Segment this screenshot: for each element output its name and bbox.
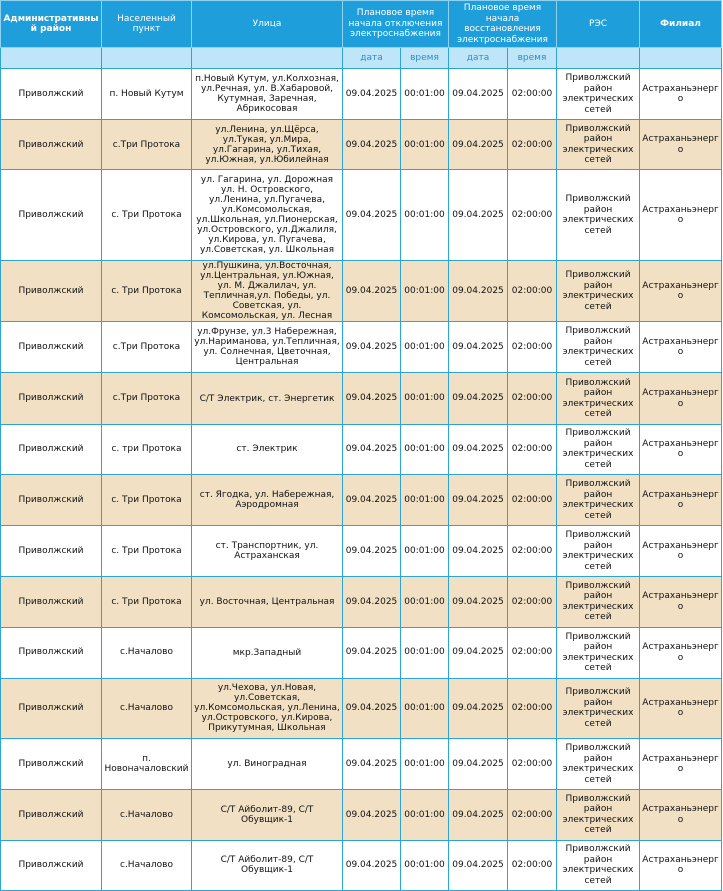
header-branch: Филиал — [640, 1, 722, 48]
cell-street: ул. Гагарина, ул. Дорожная ул. Н. Островского, ул.Ленина, ул.Пугачева, ул.Комсомольская, ул.Школьная, ул.Пионерская, ул.Островского, ул.Джалиля, ул.Кирова, ул. Пугачева, ул.Советская, ул. Школьная — [192, 170, 343, 260]
cell-district: Приволжский — [1, 526, 102, 577]
cell-off-time: 00:01:00 — [401, 526, 449, 577]
header-res: РЭС — [557, 1, 640, 48]
cell-district: Приволжский — [1, 577, 102, 627]
cell-on-date: 09.04.2025 — [449, 260, 508, 321]
cell-off-date: 09.04.2025 — [343, 260, 401, 321]
cell-street: ул. Виноградная — [192, 739, 343, 790]
header-off-time: Плановое время начала отключения электроснабжения — [343, 1, 449, 48]
table-row — [1, 526, 722, 577]
cell-locality: п. Новоначаловский — [102, 739, 192, 790]
table-row — [1, 577, 722, 627]
cell-branch: Астраханьэнерго — [640, 120, 722, 170]
cell-locality: с. три Протока — [102, 424, 192, 474]
cell-locality: с. Три Протока — [102, 260, 192, 321]
table-row — [1, 840, 722, 890]
cell-off-time: 00:01:00 — [401, 424, 449, 474]
cell-res: Приволжский район электрических сетей — [557, 840, 640, 890]
subheader-on-time: время — [508, 48, 557, 69]
table-row — [1, 678, 722, 738]
cell-street: С/Т Айболит-89, С/Т Обувщик-1 — [192, 840, 343, 890]
cell-off-time: 00:01:00 — [401, 170, 449, 260]
cell-on-time: 02:00:00 — [508, 424, 557, 474]
cell-street: мкр.Западный — [192, 627, 343, 678]
subheader-off-date: дата — [343, 48, 401, 69]
cell-district: Приволжский — [1, 840, 102, 890]
table-row — [1, 322, 722, 373]
cell-district: Приволжский — [1, 170, 102, 260]
cell-on-time: 02:00:00 — [508, 322, 557, 373]
cell-district: Приволжский — [1, 739, 102, 790]
header-on-time: Плановое время начала восстановления электроснабжения — [449, 1, 557, 48]
cell-on-time: 02:00:00 — [508, 678, 557, 738]
cell-street: п.Новый Кутум, ул.Колхозная, ул.Речная, ул. В.Хабаровой, Кутумная, Заречная, Абрикосовая — [192, 69, 343, 120]
cell-res: Приволжский район электрических сетей — [557, 120, 640, 170]
cell-street: ст. Ягодка, ул. Набережная, Аэродромная — [192, 474, 343, 525]
cell-res: Приволжский район электрических сетей — [557, 474, 640, 525]
cell-street: ул.Ленина, ул.Щёрса, ул.Тукая, ул.Мира, ул.Гагарина, ул.Тихая, ул.Южная, ул.Юбилейная — [192, 120, 343, 170]
header-district: Административный район — [1, 1, 102, 48]
cell-off-date: 09.04.2025 — [343, 322, 401, 373]
cell-locality: с.Началово — [102, 840, 192, 890]
cell-res: Приволжский район электрических сетей — [557, 322, 640, 373]
cell-on-date: 09.04.2025 — [449, 840, 508, 890]
cell-res: Приволжский район электрических сетей — [557, 373, 640, 424]
cell-branch: Астраханьэнерго — [640, 577, 722, 627]
cell-off-date: 09.04.2025 — [343, 120, 401, 170]
cell-off-time: 00:01:00 — [401, 790, 449, 840]
cell-street: ул. Восточная, Центральная — [192, 577, 343, 627]
cell-district: Приволжский — [1, 120, 102, 170]
header-locality: Населенный пункт — [102, 1, 192, 48]
cell-off-time: 00:01:00 — [401, 69, 449, 120]
cell-street: ст. Электрик — [192, 424, 343, 474]
cell-on-time: 02:00:00 — [508, 120, 557, 170]
subheader-on-date: дата — [449, 48, 508, 69]
cell-branch: Астраханьэнерго — [640, 424, 722, 474]
cell-on-date: 09.04.2025 — [449, 322, 508, 373]
cell-locality: с.Три Протока — [102, 322, 192, 373]
table-row — [1, 170, 722, 260]
cell-district: Приволжский — [1, 627, 102, 678]
cell-locality: с.Началово — [102, 678, 192, 738]
cell-locality: с. Три Протока — [102, 474, 192, 525]
cell-off-date: 09.04.2025 — [343, 678, 401, 738]
subheader-row — [1, 48, 722, 69]
cell-off-date: 09.04.2025 — [343, 840, 401, 890]
cell-street: ул.Чехова, ул.Новая, ул.Советская, ул.Комсомольская, ул.Ленина, ул.Островского, ул.Кирова, Прикутумная, Школьная — [192, 678, 343, 738]
cell-on-date: 09.04.2025 — [449, 120, 508, 170]
subheader-empty — [557, 48, 640, 69]
cell-off-date: 09.04.2025 — [343, 627, 401, 678]
cell-off-time: 00:01:00 — [401, 739, 449, 790]
cell-street: С/Т Айболит-89, С/Т Обувщик-1 — [192, 790, 343, 840]
cell-res: Приволжский район электрических сетей — [557, 526, 640, 577]
cell-branch: Астраханьэнерго — [640, 790, 722, 840]
table-row — [1, 69, 722, 120]
cell-locality: с. Три Протока — [102, 170, 192, 260]
cell-district: Приволжский — [1, 260, 102, 321]
cell-res: Приволжский район электрических сетей — [557, 170, 640, 260]
cell-off-time: 00:01:00 — [401, 577, 449, 627]
cell-off-date: 09.04.2025 — [343, 373, 401, 424]
cell-off-time: 00:01:00 — [401, 678, 449, 738]
cell-on-time: 02:00:00 — [508, 739, 557, 790]
cell-branch: Астраханьэнерго — [640, 260, 722, 321]
header-row — [1, 1, 722, 48]
table-row — [1, 373, 722, 424]
cell-on-date: 09.04.2025 — [449, 627, 508, 678]
table-row — [1, 474, 722, 525]
cell-off-time: 00:01:00 — [401, 260, 449, 321]
cell-off-time: 00:01:00 — [401, 627, 449, 678]
cell-on-time: 02:00:00 — [508, 69, 557, 120]
cell-locality: с.Началово — [102, 627, 192, 678]
cell-off-time: 00:01:00 — [401, 840, 449, 890]
cell-off-date: 09.04.2025 — [343, 526, 401, 577]
cell-locality: с. Три Протока — [102, 577, 192, 627]
cell-street: С/Т Электрик, ст. Энергетик — [192, 373, 343, 424]
cell-res: Приволжский район электрических сетей — [557, 678, 640, 738]
cell-branch: Астраханьэнерго — [640, 170, 722, 260]
cell-off-date: 09.04.2025 — [343, 424, 401, 474]
cell-branch: Астраханьэнерго — [640, 678, 722, 738]
table-row — [1, 739, 722, 790]
cell-street: ст. Транспортник, ул. Астраханская — [192, 526, 343, 577]
cell-locality: с.Началово — [102, 790, 192, 840]
cell-district: Приволжский — [1, 69, 102, 120]
cell-district: Приволжский — [1, 424, 102, 474]
cell-off-date: 09.04.2025 — [343, 170, 401, 260]
cell-off-date: 09.04.2025 — [343, 739, 401, 790]
cell-district: Приволжский — [1, 790, 102, 840]
cell-on-time: 02:00:00 — [508, 840, 557, 890]
cell-on-time: 02:00:00 — [508, 526, 557, 577]
subheader-empty — [1, 48, 102, 69]
cell-district: Приволжский — [1, 373, 102, 424]
cell-res: Приволжский район электрических сетей — [557, 790, 640, 840]
cell-on-time: 02:00:00 — [508, 577, 557, 627]
cell-off-date: 09.04.2025 — [343, 577, 401, 627]
header-street: Улица — [192, 1, 343, 48]
cell-on-date: 09.04.2025 — [449, 170, 508, 260]
cell-off-time: 00:01:00 — [401, 474, 449, 525]
table-row — [1, 120, 722, 170]
cell-locality: с.Три Протока — [102, 120, 192, 170]
subheader-empty — [640, 48, 722, 69]
cell-locality: п. Новый Кутум — [102, 69, 192, 120]
cell-branch: Астраханьэнерго — [640, 840, 722, 890]
cell-on-date: 09.04.2025 — [449, 526, 508, 577]
cell-locality: с. Три Протока — [102, 526, 192, 577]
cell-district: Приволжский — [1, 322, 102, 373]
cell-res: Приволжский район электрических сетей — [557, 69, 640, 120]
cell-off-date: 09.04.2025 — [343, 69, 401, 120]
cell-res: Приволжский район электрических сетей — [557, 627, 640, 678]
cell-on-time: 02:00:00 — [508, 627, 557, 678]
cell-on-time: 02:00:00 — [508, 474, 557, 525]
cell-res: Приволжский район электрических сетей — [557, 739, 640, 790]
subheader-empty — [102, 48, 192, 69]
cell-branch: Астраханьэнерго — [640, 69, 722, 120]
cell-on-date: 09.04.2025 — [449, 678, 508, 738]
table-row — [1, 424, 722, 474]
cell-on-time: 02:00:00 — [508, 170, 557, 260]
subheader-empty — [192, 48, 343, 69]
cell-off-date: 09.04.2025 — [343, 474, 401, 525]
cell-on-date: 09.04.2025 — [449, 424, 508, 474]
cell-street: ул.Пушкина, ул.Восточная, ул.Центральная, ул.Южная, ул. М. Джалилач, ул. Тепличная,ул. Победы, ул. Советская, ул. Комсомольская, ул. Лесная — [192, 260, 343, 321]
cell-off-date: 09.04.2025 — [343, 790, 401, 840]
cell-on-date: 09.04.2025 — [449, 474, 508, 525]
table-row — [1, 260, 722, 321]
cell-off-time: 00:01:00 — [401, 373, 449, 424]
cell-on-date: 09.04.2025 — [449, 790, 508, 840]
cell-off-time: 00:01:00 — [401, 322, 449, 373]
cell-on-date: 09.04.2025 — [449, 739, 508, 790]
cell-on-date: 09.04.2025 — [449, 69, 508, 120]
cell-on-time: 02:00:00 — [508, 373, 557, 424]
cell-res: Приволжский район электрических сетей — [557, 424, 640, 474]
cell-street: ул.Фрунзе, ул.3 Набережная, ул.Нариманова, ул.Тепличная, ул. Солнечная, Цветочная, Центральная — [192, 322, 343, 373]
cell-on-date: 09.04.2025 — [449, 577, 508, 627]
cell-branch: Астраханьэнерго — [640, 526, 722, 577]
cell-branch: Астраханьэнерго — [640, 322, 722, 373]
cell-branch: Астраханьэнерго — [640, 739, 722, 790]
cell-on-time: 02:00:00 — [508, 790, 557, 840]
cell-locality: с.Три Протока — [102, 373, 192, 424]
cell-district: Приволжский — [1, 474, 102, 525]
table-row — [1, 790, 722, 840]
cell-res: Приволжский район электрических сетей — [557, 577, 640, 627]
cell-on-date: 09.04.2025 — [449, 373, 508, 424]
cell-on-time: 02:00:00 — [508, 260, 557, 321]
cell-off-time: 00:01:00 — [401, 120, 449, 170]
cell-branch: Астраханьэнерго — [640, 627, 722, 678]
cell-res: Приволжский район электрических сетей — [557, 260, 640, 321]
cell-branch: Астраханьэнерго — [640, 373, 722, 424]
cell-branch: Астраханьэнерго — [640, 474, 722, 525]
cell-district: Приволжский — [1, 678, 102, 738]
table-row — [1, 627, 722, 678]
subheader-off-time: время — [401, 48, 449, 69]
